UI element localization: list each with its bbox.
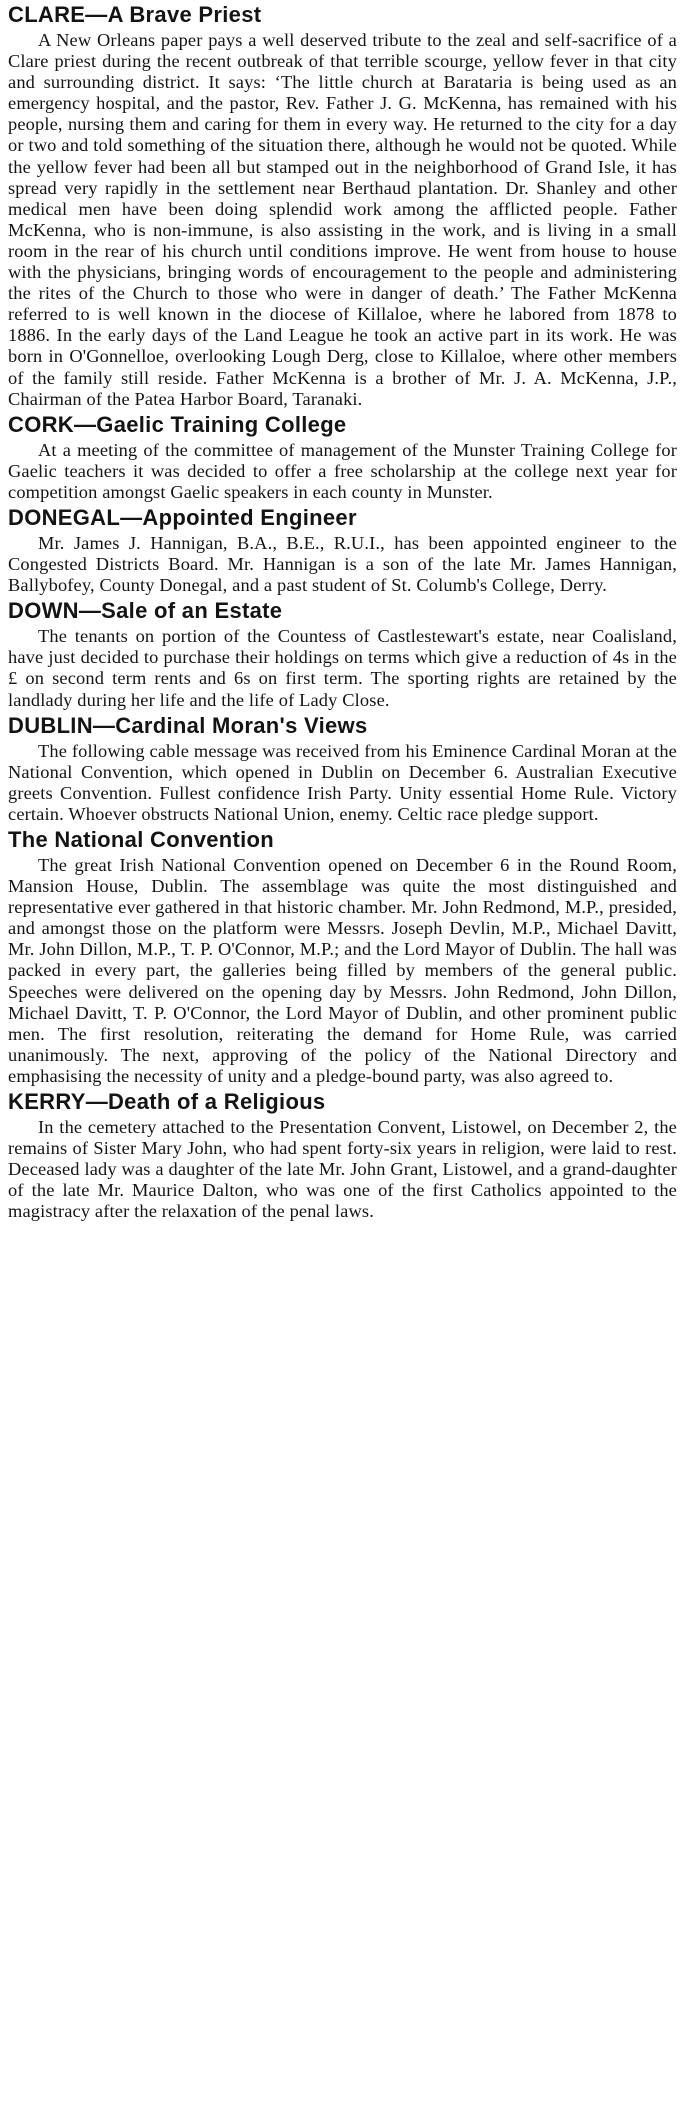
article-dublin: [8, 711, 677, 825]
article-heading: The National Convention: [8, 827, 275, 852]
article-body: A New Orleans paper pays a well deserved tribute to the zeal and self-sacrifice of a Clare priest during the recent outbreak of that terrible scourge, yellow fever in that city and surrounding district. It says: ‘The little church at Barataria is being used as an emergency hospital, and the pastor, Rev. Father J. G. McKenna, has remained with his people, nursing them and caring for them in every way. He returned to the city for a day or two and told something of the situation there, although he would not be quoted. While the yellow fever had been all but stamped out in the neighborhood of Grand Isle, it has spread very rapidly in the settlement near Berthaud plantation. Dr. Shanley and other medical men have been doing splendid work among the afflicted people. Father McKenna, who is non-immune, is also assisting in the work, and is living in a small room in the rear of his church until conditions improve. He went from house to house with the physicians, bringing words of encouragement to the people and administering the rites of the Church to those who were in danger of death.’ The Father McKenna referred to is well known in the diocese of Killaloe, where he labored from 1878 to 1886. In the early days of the Land League he took an active part in its work. He was born in O'Gonnelloe, overlooking Lough Derg, close to Killaloe, where other members of the family still reside. Father McKenna is a brother of Mr. J. A. McKenna, J.P., Chairman of the Patea Harbor Board, Taranaki.: [8, 30, 677, 409]
article-body: In the cemetery attached to the Presentation Convent, Listowel, on December 2, the remains of Sister Mary John, who had spent forty-six years in religion, were laid to rest. Deceased lady was a daughter of the late Mr. John Grant, Listowel, and a grand-daughter of the late Mr. Maurice Dalton, who was one of the first Catholics appointed to the magistracy after the relaxation of the penal laws.: [8, 1117, 677, 1222]
article-heading: DUBLIN—Cardinal Moran's Views: [8, 712, 368, 738]
article-heading: KERRY—Death of a Religious: [8, 1089, 326, 1115]
article-body: Mr. James J. Hannigan, B.A., B.E., R.U.I., has been appointed engineer to the Congested Districts Board. Mr. Hannigan is a son of the late Mr. James Hannigan, Ballybofey, County Donegal, and a past student of St. Columb's College, Derry.: [8, 532, 677, 596]
article-down: [8, 596, 677, 710]
article-heading: DONEGAL—Appointed Engineer: [8, 504, 357, 530]
article-kerry: [8, 1087, 677, 1222]
article-heading: CLARE—A Brave Priest: [8, 2, 262, 27]
article-heading: CORK—Gaelic Training College: [8, 411, 347, 437]
article-donegal: [8, 503, 677, 596]
article-body: The following cable message was received from his Eminence Cardinal Moran at the National Convention, which opened in Dublin on December 6. Australian Executive greets Convention. Fullest confidence Irish Party. Unity essential Home Rule. Victory certain. Whoever obstructs National Union, enemy. Celtic race pledge support.: [8, 740, 677, 824]
article-body: At a meeting of the committee of management of the Munster Training College for Gaelic teachers it was decided to offer a free scholarship at the college next year for competition amongst Gaelic speakers in each county in Munster.: [8, 439, 677, 502]
article-body: The tenants on portion of the Countess of Castlestewart's estate, near Coalisland, have just decided to purchase their holdings on terms which give a reduction of 4s in the £ on second term rents and 6s on first term. The sporting rights are retained by the landlady during her life and the life of Lady Close.: [8, 626, 677, 710]
article-clare: [8, 0, 677, 410]
article-cork: [8, 410, 677, 503]
article-national-convention: [8, 825, 677, 1087]
article-heading: DOWN—Sale of an Estate: [8, 598, 283, 624]
article-body: The great Irish National Convention opened on December 6 in the Round Room, Mansion House, Dublin. The assemblage was quite the most distinguished and representative ever gathered in that historic chamber. Mr. John Redmond, M.P., presided, and amongst those on the platform were Messrs. Joseph Devlin, M.P., Michael Davitt, Mr. John Dillon, M.P., T. P. O'Connor, M.P.; and the Lord Mayor of Dublin. The hall was packed in every part, the galleries being filled by members of the general public. Speeches were delivered on the opening day by Messrs. John Redmond, John Dillon, Michael Davitt, T. P. O'Connor, the Lord Mayor of Dublin, and other prominent public men. The first resolution, reiterating the demand for Home Rule, was carried unanimously. The next, approving of the policy of the National Directory and emphasising the necessity of unity and a pledge-bound party, was also agreed to.: [8, 855, 677, 1086]
